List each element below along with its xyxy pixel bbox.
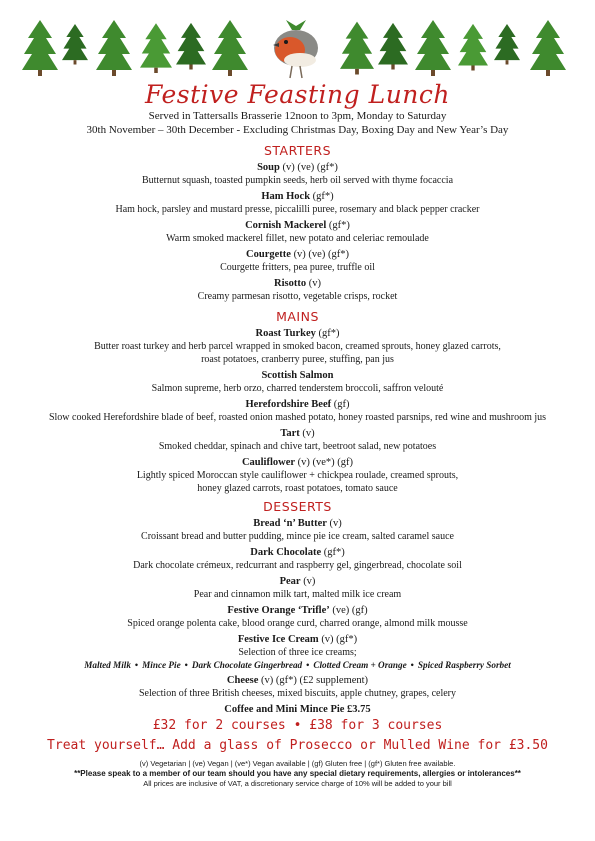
- pine-tree-icon: [212, 20, 248, 78]
- menu: [0, 141, 595, 789]
- festive-banner: [0, 12, 595, 82]
- dietary-legend: (v) Vegetarian | (ve) Vegan | (ve*) Vegan available | (gf) Gluten free | (gf*) Gluten free available.: [139, 759, 456, 768]
- dish-name: Cheese (v) (gf*) (£2 supplement): [226, 675, 369, 686]
- date-info: 30th November – 30th December - Excluding Christmas Day, Boxing Day and New Year’s Day: [86, 124, 509, 136]
- dish-description: Dark chocolate crémeux, redcurrant and raspberry gel, gingerbread, chocolate soil: [133, 560, 462, 571]
- pine-tree-icon: [340, 20, 374, 78]
- dish-description: Butter roast turkey and herb parcel wrapped in smoked bacon, creamed sprouts, honey glazed carrots,: [94, 341, 501, 352]
- dish-description: Slow cooked Herefordshire blade of beef, roasted onion mashed potato, honey roasted parsnips, red wine and mushroom jus: [48, 412, 547, 423]
- dish-name: Scottish Salmon: [261, 370, 334, 381]
- pine-tree-icon: [378, 20, 408, 74]
- flavour: Spiced Raspberry Sorbet: [417, 660, 511, 670]
- flavour: Malted Milk: [84, 660, 131, 670]
- dish-description: Selection of three ice creams;: [238, 647, 357, 658]
- pine-tree-icon: [22, 20, 58, 78]
- dish-description: Courgette fritters, pea puree, truffle oil: [220, 262, 375, 273]
- dish-name: Risotto (v): [274, 278, 321, 289]
- dish-description: Ham hock, parsley and mustard presse, piccalilli puree, rosemary and black pepper cracker: [115, 204, 480, 215]
- dish-description: Warm smoked mackerel fillet, new potato and celeriac remoulade: [166, 233, 429, 244]
- dish-name: Festive Orange ‘Trifle’ (ve) (gf): [227, 605, 368, 616]
- section-heading-desserts: DESSERTS: [263, 499, 332, 514]
- dish-name: Tart (v): [280, 428, 315, 439]
- pine-tree-icon: [94, 20, 134, 78]
- dish-name: Dark Chocolate (gf*): [250, 547, 345, 558]
- dish-description: Selection of three British cheeses, mixed biscuits, apple chutney, grapes, celery: [138, 688, 457, 699]
- pine-tree-icon: [494, 20, 520, 70]
- dish-name: Herefordshire Beef (gf): [245, 399, 350, 410]
- drinks-offer: Treat yourself… Add a glass of Prosecco or Mulled Wine for £3.50: [47, 738, 548, 753]
- page-title: Festive Feasting Lunch: [144, 80, 451, 109]
- dish-description: Spiced orange polenta cake, blood orange curd, charred orange, almond milk mousse: [127, 618, 468, 629]
- dish-description: Pear and cinnamon milk tart, malted milk ice cream: [193, 589, 402, 600]
- flavour: Dark Chocolate Gingerbread: [191, 660, 303, 670]
- dish-name: Cauliflower (v) (ve*) (gf): [241, 457, 354, 468]
- dish-description: honey glazed carrots, roast potatoes, tomato sauce: [197, 483, 398, 494]
- dish-name: Festive Ice Cream (v) (gf*): [237, 634, 358, 645]
- pine-tree-icon: [62, 20, 88, 70]
- dish-name: Pear (v): [279, 576, 316, 587]
- dish-name: Roast Turkey (gf*): [255, 328, 340, 339]
- dish-name: Courgette (v) (ve) (gf*): [246, 249, 349, 260]
- pine-tree-icon: [414, 20, 452, 78]
- dietary-notice: **Please speak to a member of our team should you have any special dietary requirements, allergies or intolerances**: [74, 769, 521, 778]
- served-info: Served in Tattersalls Brasserie 12noon to 3pm, Monday to Saturday: [148, 110, 447, 122]
- flavour: Clotted Cream + Orange: [313, 660, 407, 670]
- pine-tree-icon: [458, 20, 488, 76]
- dish-description: Lightly spiced Moroccan style cauliflower + chickpea roulade, creamed sprouts,: [136, 470, 459, 481]
- vat-notice: All prices are inclusive of VAT, a discretionary service charge of 10% will be added to your bill: [143, 779, 452, 788]
- pine-tree-icon: [528, 20, 568, 78]
- dish-description: Croissant bread and butter pudding, mince pie ice cream, salted caramel sauce: [141, 531, 454, 542]
- section-heading-mains: MAINS: [276, 309, 319, 324]
- ice-cream-flavours: Malted Milk • Mince Pie • Dark Chocolate Gingerbread • Clotted Cream + Orange • Spiced Raspberry Sorbet: [84, 660, 511, 670]
- pine-tree-icon: [176, 20, 206, 74]
- section-heading-starters: STARTERS: [263, 143, 332, 158]
- dish-name: Ham Hock (gf*): [261, 191, 334, 202]
- dish-description: roast potatoes, cranberry puree, stuffing, pan jus: [201, 354, 394, 365]
- flavour: Mince Pie: [142, 660, 181, 670]
- dish-name: Cornish Mackerel (gf*): [245, 220, 350, 231]
- coffee-item: Coffee and Mini Mince Pie £3.75: [224, 704, 371, 715]
- dish-description: Salmon supreme, herb orzo, charred tenderstem broccoli, saffron velouté: [151, 383, 444, 394]
- dish-name: Soup (v) (ve) (gf*): [257, 162, 338, 173]
- dish-description: Creamy parmesan risotto, vegetable crisps, rocket: [197, 291, 398, 302]
- dish-description: Butternut squash, toasted pumpkin seeds, herb oil served with thyme focaccia: [141, 175, 454, 186]
- course-pricing: £32 for 2 courses • £38 for 3 courses: [152, 718, 443, 733]
- pine-tree-icon: [140, 20, 172, 78]
- dish-description: Smoked cheddar, spinach and chive tart, beetroot salad, new potatoes: [158, 441, 437, 452]
- robin-icon: [264, 18, 326, 84]
- dish-name: Bread ‘n’ Butter (v): [253, 518, 342, 529]
